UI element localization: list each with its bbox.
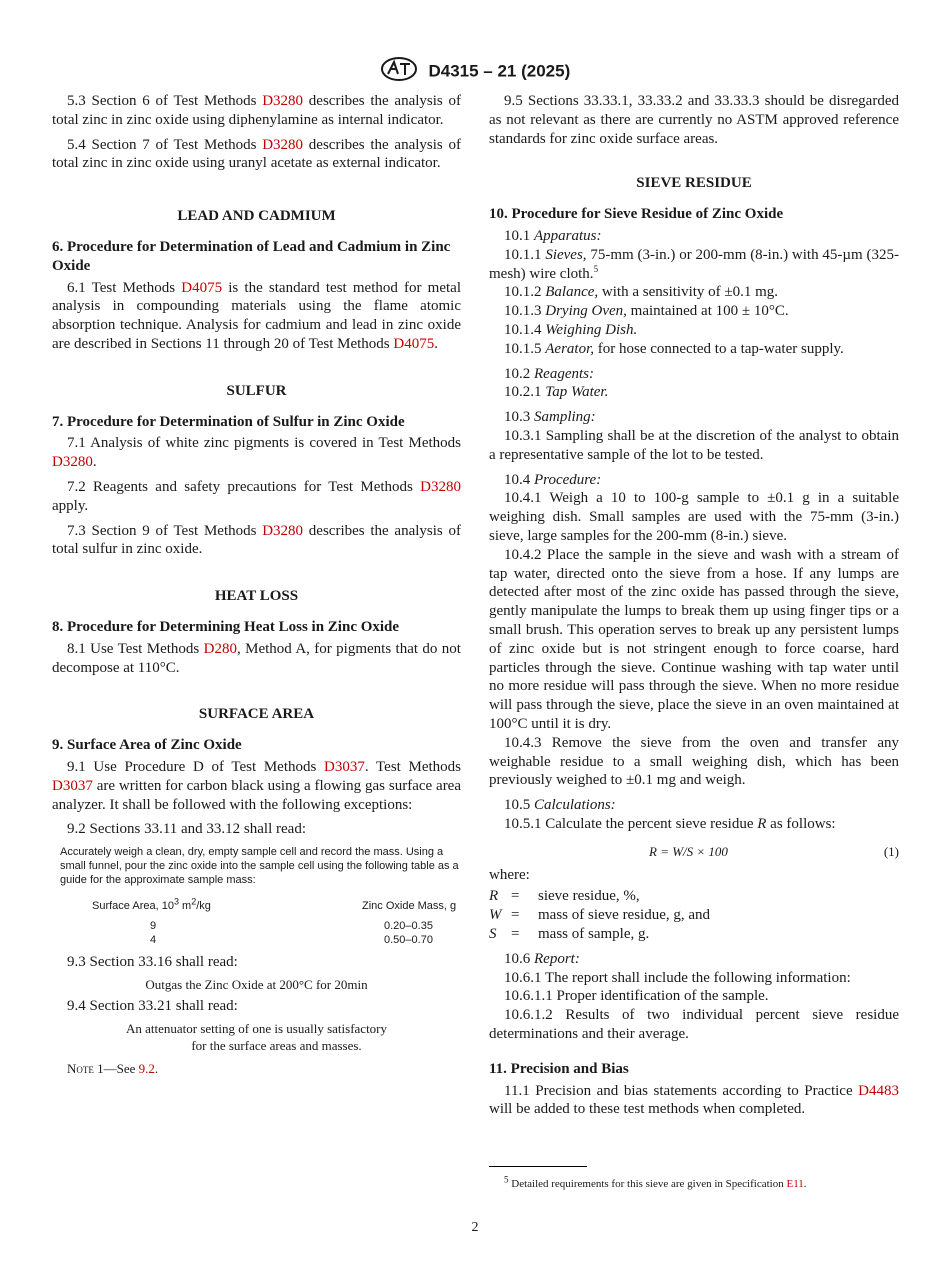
paragraph-10-1-1: 10.1.1 Sieves, 75-mm (3-in.) or 200-mm (8-in.) with 45-µm (325-mesh) wire cloth.$^5$ bbox=[489, 246, 900, 282]
table-header-surface-area: Surface Area, $10^3$ $m^2/kg$ bbox=[92, 896, 211, 913]
paragraph-10-1-3: 10.1.3 Drying Oven, maintained at 100 ± 10°C. bbox=[504, 303, 789, 320]
variable-definitions bbox=[489, 887, 710, 943]
paragraph-5-4: 5.4 Section 7 of Test Methods D3280 describes the analysis of total zinc in zinc oxide using uranyl acetate as external indicator. bbox=[52, 136, 461, 172]
definition-symbol: S bbox=[489, 926, 497, 943]
definition-text: sieve residue, %, bbox=[538, 888, 640, 905]
paragraph-7-1: 7.1 Analysis of white zinc pigments is covered in Test Methods D3280. bbox=[52, 435, 461, 471]
definition-text: mass of sample, g. bbox=[538, 926, 650, 943]
note-1: Note 1—See 9.2. bbox=[67, 1060, 159, 1076]
section-heading-heat-loss: HEAT LOSS bbox=[214, 588, 299, 605]
definition-equals: = bbox=[511, 907, 520, 924]
paragraph-8-1: 8.1 Use Test Methods D280, Method A, for pigments that do not decompose at 110°C. bbox=[52, 640, 461, 676]
quote-9-2: Accurately weigh a clean, dry, empty sample cell and record the mass. Using a small funnel, pour the zinc oxide into the sample cell using the following table as a guide for the approximate sample mass: bbox=[60, 846, 459, 887]
quote-9-4-line-1: An attenuator setting of one is usually satisfactory bbox=[125, 1020, 388, 1036]
paragraph-10-4: 10.4 Procedure: bbox=[504, 471, 602, 488]
page-header bbox=[0, 56, 950, 87]
paragraph-10-6-1-1: 10.6.1.1 Proper identification of the sample. bbox=[504, 988, 769, 1005]
table-cell-mass: 0.20–0.35 bbox=[384, 920, 433, 933]
paragraph-10-6: 10.6 Report: bbox=[504, 950, 580, 967]
paragraph-9-2: 9.2 Sections 33.11 and 33.12 shall read: bbox=[67, 821, 306, 838]
table-cell-mass: 0.50–0.70 bbox=[384, 934, 433, 947]
paragraph-9-4: 9.4 Section 33.21 shall read: bbox=[67, 997, 238, 1014]
table-cell-area: 9 bbox=[150, 920, 157, 933]
section-heading-sulfur: SULFUR bbox=[226, 382, 287, 399]
definition-symbol: R bbox=[489, 888, 499, 905]
quote-9-3: Outgas the Zinc Oxide at 200°C for 20min bbox=[145, 976, 368, 992]
link-section-9-2[interactable]: 9.2 bbox=[138, 1060, 155, 1076]
section-heading-lead-cadmium: LEAD AND CADMIUM bbox=[177, 208, 336, 225]
definition-row bbox=[489, 887, 710, 906]
astm-logo-icon bbox=[380, 56, 418, 87]
paragraph-7-2: 7.2 Reagents and safety precautions for Test Methods D3280 apply. bbox=[52, 478, 461, 514]
paragraph-6-1: 6.1 Test Methods D4075 is the standard test method for metal analysis in compounding materials using the flame atomic absorption technique. Analysis for cadmium and lead in zinc oxide are described in Sections 11 through 20 of Test Methods D4075. bbox=[52, 279, 461, 352]
paragraph-10-5-1: 10.5.1 Calculate the percent sieve residue R as follows: bbox=[504, 815, 836, 832]
page-number: 2 bbox=[471, 1220, 479, 1235]
link-d280[interactable]: D280 bbox=[203, 640, 237, 657]
heading-6: 6. Procedure for Determination of Lead and Cadmium in Zinc Oxide bbox=[52, 238, 451, 274]
equation-formula: R = W/S × 100 bbox=[649, 843, 728, 859]
heading-10: 10. Procedure for Sieve Residue of Zinc Oxide bbox=[489, 206, 784, 223]
link-d3037[interactable]: D3037 bbox=[52, 777, 93, 794]
link-d4075[interactable]: D4075 bbox=[181, 279, 223, 296]
paragraph-10-6-1-2: 10.6.1.2 Results of two individual percent sieve residue determinations and their average. bbox=[489, 1007, 899, 1043]
footnote-divider bbox=[489, 1166, 587, 1167]
table-row bbox=[92, 933, 456, 947]
paragraph-9-3: 9.3 Section 33.16 shall read: bbox=[67, 954, 238, 971]
paragraph-10-4-3: 10.4.3 Remove the sieve from the oven and transfer any weighable residue to a small weighing dish, which has been previously weighed to ±0.1 mg and weigh. bbox=[489, 734, 899, 789]
paragraph-5-3: 5.3 Section 6 of Test Methods D3280 describes the analysis of total zinc in zinc oxide using diphenylamine as internal indicator. bbox=[52, 93, 461, 128]
paragraph-9-1: 9.1 Use Procedure D of Test Methods D3037. Test Methods D3037 are written for carbon black using a flowing gas surface area analyzer. It shall be followed with the following exceptions: bbox=[52, 758, 462, 813]
paragraph-10-1: 10.1 Apparatus: bbox=[504, 227, 602, 244]
table-cell-area: 4 bbox=[150, 934, 157, 947]
where-label: where: bbox=[489, 866, 530, 883]
surface-area-table bbox=[92, 897, 456, 947]
link-d3280[interactable]: D3280 bbox=[52, 454, 93, 471]
link-e11[interactable]: E11 bbox=[786, 1178, 804, 1190]
heading-7: 7. Procedure for Determination of Sulfur in Zinc Oxide bbox=[52, 413, 405, 430]
link-d3280[interactable]: D3280 bbox=[262, 93, 304, 109]
heading-8: 8. Procedure for Determining Heat Loss in Zinc Oxide bbox=[52, 618, 400, 635]
link-d3280[interactable]: D3280 bbox=[262, 522, 304, 539]
document-designation: D4315 – 21 (2025) bbox=[428, 61, 571, 81]
left-column bbox=[52, 92, 461, 1079]
link-d4483[interactable]: D4483 bbox=[858, 1082, 899, 1099]
paragraph-10-1-5: 10.1.5 Aerator, for hose connected to a tap-water supply. bbox=[504, 340, 844, 357]
paragraph-11-1: 11.1 Precision and bias statements according to Practice D4483 will be added to these test methods when completed. bbox=[489, 1082, 899, 1118]
definition-row bbox=[489, 906, 710, 925]
paragraph-10-2-1: 10.2.1 Tap Water. bbox=[504, 384, 609, 401]
definition-equals: = bbox=[511, 888, 520, 905]
definition-symbol: W bbox=[489, 907, 502, 924]
equation-1 bbox=[489, 838, 899, 866]
section-heading-sieve-residue: SIEVE RESIDUE bbox=[636, 175, 752, 192]
table-header-row bbox=[92, 897, 456, 919]
quote-9-4-line-2: for the surface areas and masses. bbox=[191, 1037, 362, 1053]
paragraph-10-4-1: 10.4.1 Weigh a 10 to 100-g sample to ±0.1 g in a suitable weighing dish. Small samples are used with the 75-mm (3-in.) sieve, large samples for the 200-mm (8-in.) sieve. bbox=[489, 490, 899, 544]
link-d4075[interactable]: D4075 bbox=[393, 335, 435, 352]
paragraph-10-6-1: 10.6.1 The report shall include the following information: bbox=[504, 969, 851, 986]
paragraph-10-5: 10.5 Calculations: bbox=[504, 797, 616, 814]
footnote-5: $^5$ Detailed requirements for this sieve are given in Specification E11. bbox=[504, 1174, 807, 1190]
heading-9: 9. Surface Area of Zinc Oxide bbox=[52, 737, 242, 754]
definition-equals: = bbox=[511, 926, 520, 943]
equation-number: (1) bbox=[883, 843, 899, 859]
table-row bbox=[92, 919, 456, 933]
right-column bbox=[489, 92, 899, 1119]
section-heading-surface-area: SURFACE AREA bbox=[198, 706, 315, 723]
paragraph-10-1-2: 10.1.2 Balance, with a sensitivity of ±0.1 mg. bbox=[504, 284, 779, 301]
paragraph-9-5: 9.5 Sections 33.33.1, 33.33.2 and 33.33.3 should be disregarded as not relevant as there are currently no ASTM approved reference standards for zinc oxide surface areas. bbox=[489, 93, 899, 147]
link-d3280[interactable]: D3280 bbox=[420, 478, 461, 495]
paragraph-10-4-2: 10.4.2 Place the sample in the sieve and wash with a stream of tap water, directed onto the sieve from a hose. If any lumps are detected after most of the zinc oxide has passed through the sieve, gently manipulate the lumps to break them up using finger tips or a small brush. This operation serves to break up any persistent lumps of zinc oxide but is not stringent enough to force coarse, hard particles through the sieve. Continue washing with tap water until no more residue will pass through the sieve. When no more residue will pass through the sieve, place the sieve in an oven maintained at 100°C until it is dry. bbox=[489, 546, 899, 732]
heading-11: 11. Precision and Bias bbox=[489, 1060, 629, 1077]
paragraph-10-3-1: 10.3.1 Sampling shall be at the discretion of the analyst to obtain a representative sample of the lot to be tested. bbox=[489, 427, 899, 463]
link-d3280[interactable]: D3280 bbox=[262, 136, 304, 153]
table-header-mass: Zinc Oxide Mass, g bbox=[362, 900, 457, 913]
definition-row bbox=[489, 925, 710, 944]
link-d3037[interactable]: D3037 bbox=[324, 758, 365, 775]
paragraph-7-3: 7.3 Section 9 of Test Methods D3280 describes the analysis of total sulfur in zinc oxide. bbox=[52, 522, 461, 558]
definition-text: mass of sieve residue, g, and bbox=[538, 907, 711, 924]
paragraph-10-2: 10.2 Reagents: bbox=[504, 365, 594, 382]
paragraph-10-1-4: 10.1.4 Weighing Dish. bbox=[504, 321, 638, 338]
paragraph-10-3: 10.3 Sampling: bbox=[504, 409, 596, 426]
